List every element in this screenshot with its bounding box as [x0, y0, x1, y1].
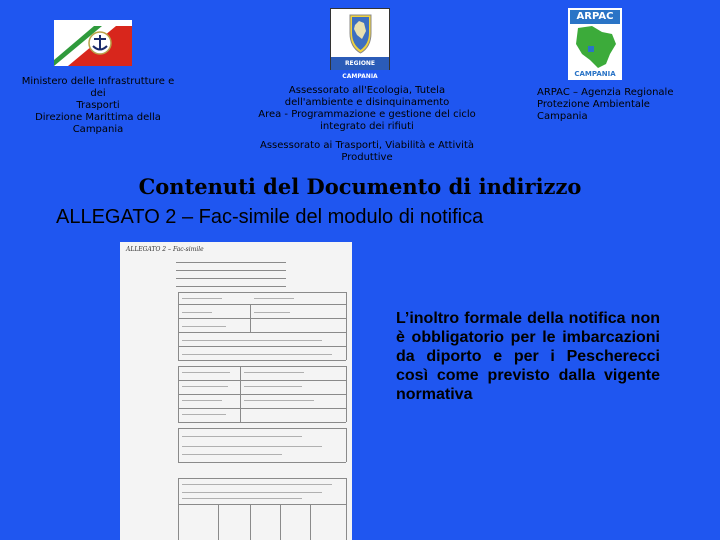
- left-org-line-4: Campania: [72, 124, 124, 135]
- second-org-line-1: Assessorato ai Trasporti, Viabilità e Attività: [259, 140, 474, 151]
- right-org-line-3: Campania: [537, 111, 588, 122]
- center-org-line-1: Assessorato all'Ecologia, Tutela: [288, 85, 446, 96]
- center-org-line-2: dell'ambiente e disinquinamento: [284, 97, 450, 108]
- arpac-logo-footer: CAMPANIA: [574, 70, 616, 78]
- campania-map-icon: [568, 24, 622, 72]
- form-scan-heading: ALLEGATO 2 – Fac-simile: [126, 246, 204, 253]
- notification-note: L’inoltro formale della notifica non è obbligatorio per le imbarcazioni da diporto e per i Pescherecci così come previsto dalla vigente normativa: [396, 310, 660, 403]
- regione-campania-logo: [330, 8, 390, 80]
- left-org-line-2: Trasporti: [76, 100, 120, 111]
- coast-guard-emblem-icon: [54, 20, 132, 66]
- right-org-text: [537, 87, 697, 123]
- page-subtitle: ALLEGATO 2 – Fac-simile del modulo di notifica: [56, 206, 484, 228]
- left-org-text: [14, 76, 182, 136]
- regione-campania-logo-text: REGIONE CAMPANIA: [331, 57, 389, 70]
- second-org-text: [250, 140, 484, 164]
- right-org-line-1: ARPAC – Agenzia Regionale: [537, 87, 674, 98]
- left-org-line-1: Ministero delle Infrastrutture e dei: [21, 76, 175, 99]
- arpac-logo-header: ARPAC: [570, 10, 620, 24]
- notification-form-image: [120, 242, 352, 540]
- arpac-logo: [568, 8, 622, 80]
- second-org-line-2: Produttive: [341, 152, 393, 163]
- left-org-line-3: Direzione Marittima della: [35, 112, 161, 123]
- page-title: Contenuti del Documento di indirizzo: [138, 174, 582, 199]
- center-org-text: [250, 85, 484, 133]
- coast-guard-logo: [54, 20, 132, 66]
- regione-campania-emblem-icon: [331, 9, 389, 57]
- center-org-line-4: integrato dei rifiuti: [320, 121, 414, 132]
- right-org-line-2: Protezione Ambientale: [537, 99, 650, 110]
- center-org-line-3: Area - Programmazione e gestione del ciclo: [258, 109, 476, 120]
